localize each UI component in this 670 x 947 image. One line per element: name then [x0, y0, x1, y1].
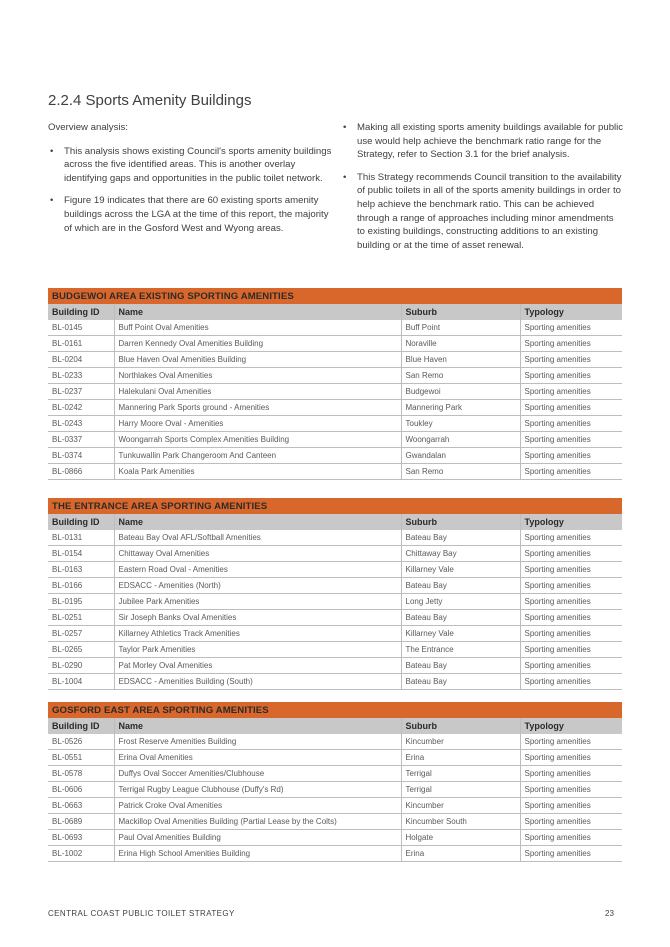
- name-cell: Harry Moore Oval - Amenities: [114, 416, 401, 432]
- name-cell: Duffys Oval Soccer Amenities/Clubhouse: [114, 766, 401, 782]
- building-id-cell: BL-0374: [48, 448, 114, 464]
- typology-cell: Sporting amenities: [520, 432, 622, 448]
- suburb-cell: Gwandalan: [401, 448, 520, 464]
- column-header: Typology: [520, 514, 622, 530]
- building-id-cell: BL-0233: [48, 368, 114, 384]
- name-cell: Tunkuwallin Park Changeroom And Canteen: [114, 448, 401, 464]
- name-cell: Jubilee Park Amenities: [114, 594, 401, 610]
- name-cell: Halekulani Oval Amenities: [114, 384, 401, 400]
- table-row: [48, 416, 622, 432]
- bullet-item: • This analysis shows existing Council's sports amenity buildings across the five identified areas. This is another overlay identifying gaps and opportunities in the public toilet network.: [48, 145, 333, 186]
- column-header: Typology: [520, 304, 622, 320]
- suburb-cell: Bateau Bay: [401, 610, 520, 626]
- column-header: Suburb: [401, 304, 520, 320]
- table-row: [48, 734, 622, 750]
- table-row: [48, 814, 622, 830]
- typology-cell: Sporting amenities: [520, 830, 622, 846]
- table-row: [48, 626, 622, 642]
- name-cell: Killarney Athletics Track Amenities: [114, 626, 401, 642]
- gosford-east-amenities-table: [48, 702, 622, 862]
- suburb-cell: Noraville: [401, 336, 520, 352]
- typology-cell: Sporting amenities: [520, 368, 622, 384]
- name-cell: Erina Oval Amenities: [114, 750, 401, 766]
- budgewoi-amenities-table: [48, 288, 622, 480]
- table-row: [48, 750, 622, 766]
- recommendation-column: [341, 121, 624, 261]
- suburb-cell: Kincumber: [401, 734, 520, 750]
- typology-cell: Sporting amenities: [520, 658, 622, 674]
- typology-cell: Sporting amenities: [520, 578, 622, 594]
- typology-cell: Sporting amenities: [520, 766, 622, 782]
- suburb-cell: Long Jetty: [401, 594, 520, 610]
- building-id-cell: BL-0145: [48, 320, 114, 336]
- name-cell: Taylor Park Amenities: [114, 642, 401, 658]
- name-cell: Terrigal Rugby League Clubhouse (Duffy's Rd): [114, 782, 401, 798]
- table-row: [48, 830, 622, 846]
- column-header: Typology: [520, 718, 622, 734]
- overview-column: [48, 121, 333, 244]
- table-row: [48, 782, 622, 798]
- bullet-item: • This Strategy recommends Council transition to the availability of public toilets in all of the sports amenity buildings in order to help achieve the benchmark ratio. This can be achieved through a range of approaches including minor amendments to existing buildings, constructing additions to an existing building or at the time of asset renewal.: [341, 171, 624, 253]
- typology-cell: Sporting amenities: [520, 594, 622, 610]
- table-row: [48, 336, 622, 352]
- typology-cell: Sporting amenities: [520, 320, 622, 336]
- column-header: Building ID: [48, 304, 114, 320]
- typology-cell: Sporting amenities: [520, 416, 622, 432]
- name-cell: EDSACC - Amenities Building (South): [114, 674, 401, 690]
- suburb-cell: Toukley: [401, 416, 520, 432]
- table-title: THE ENTRANCE AREA SPORTING AMENITIES: [48, 498, 622, 514]
- name-cell: Frost Reserve Amenities Building: [114, 734, 401, 750]
- table-title: BUDGEWOI AREA EXISTING SPORTING AMENITIES: [48, 288, 622, 304]
- table-row: [48, 546, 622, 562]
- table-row: [48, 352, 622, 368]
- table-title: GOSFORD EAST AREA SPORTING AMENITIES: [48, 702, 622, 718]
- name-cell: Mackillop Oval Amenities Building (Partial Lease by the Colts): [114, 814, 401, 830]
- name-cell: Erina High School Amenities Building: [114, 846, 401, 862]
- building-id-cell: BL-1004: [48, 674, 114, 690]
- suburb-cell: San Remo: [401, 464, 520, 480]
- suburb-cell: Mannering Park: [401, 400, 520, 416]
- building-id-cell: BL-0337: [48, 432, 114, 448]
- building-id-cell: BL-0161: [48, 336, 114, 352]
- typology-cell: Sporting amenities: [520, 734, 622, 750]
- overview-label: Overview analysis:: [48, 122, 128, 133]
- name-cell: Northlakes Oval Amenities: [114, 368, 401, 384]
- typology-cell: Sporting amenities: [520, 750, 622, 766]
- suburb-cell: Bateau Bay: [401, 658, 520, 674]
- building-id-cell: BL-0526: [48, 734, 114, 750]
- suburb-cell: Blue Haven: [401, 352, 520, 368]
- suburb-cell: Kincumber South: [401, 814, 520, 830]
- table-row: [48, 368, 622, 384]
- suburb-cell: Erina: [401, 846, 520, 862]
- suburb-cell: Buff Point: [401, 320, 520, 336]
- typology-cell: Sporting amenities: [520, 562, 622, 578]
- right-bullet-list: [341, 121, 624, 252]
- building-id-cell: BL-0578: [48, 766, 114, 782]
- building-id-cell: BL-0204: [48, 352, 114, 368]
- typology-cell: Sporting amenities: [520, 674, 622, 690]
- table-row: [48, 658, 622, 674]
- name-cell: Paul Oval Amenities Building: [114, 830, 401, 846]
- bullet-item: • Figure 19 indicates that there are 60 existing sports amenity buildings across the LGA at the time of this report, the majority of which are in the Gosford West and Wyong areas.: [48, 194, 333, 235]
- table-row: [48, 642, 622, 658]
- table-row: [48, 578, 622, 594]
- suburb-cell: Bateau Bay: [401, 674, 520, 690]
- table-row: [48, 846, 622, 862]
- table-row: [48, 400, 622, 416]
- building-id-cell: BL-0551: [48, 750, 114, 766]
- building-id-cell: BL-0693: [48, 830, 114, 846]
- name-cell: Bateau Bay Oval AFL/Softball Amenities: [114, 530, 401, 546]
- name-cell: Koala Park Amenities: [114, 464, 401, 480]
- table-row: [48, 320, 622, 336]
- table-row: [48, 448, 622, 464]
- typology-cell: Sporting amenities: [520, 610, 622, 626]
- entrance-amenities-table: [48, 498, 622, 690]
- table-row: [48, 464, 622, 480]
- building-id-cell: BL-0663: [48, 798, 114, 814]
- footer-page-number: 23: [605, 909, 614, 918]
- typology-cell: Sporting amenities: [520, 798, 622, 814]
- building-id-cell: BL-1002: [48, 846, 114, 862]
- column-header: Name: [114, 514, 401, 530]
- name-cell: EDSACC - Amenities (North): [114, 578, 401, 594]
- suburb-cell: Killarney Vale: [401, 626, 520, 642]
- name-cell: Woongarrah Sports Complex Amenities Building: [114, 432, 401, 448]
- building-id-cell: BL-0866: [48, 464, 114, 480]
- building-id-cell: BL-0689: [48, 814, 114, 830]
- building-id-cell: BL-0237: [48, 384, 114, 400]
- name-cell: Darren Kennedy Oval Amenities Building: [114, 336, 401, 352]
- typology-cell: Sporting amenities: [520, 626, 622, 642]
- suburb-cell: The Entrance: [401, 642, 520, 658]
- typology-cell: Sporting amenities: [520, 546, 622, 562]
- suburb-cell: Chittaway Bay: [401, 546, 520, 562]
- suburb-cell: Terrigal: [401, 766, 520, 782]
- building-id-cell: BL-0154: [48, 546, 114, 562]
- building-id-cell: BL-0131: [48, 530, 114, 546]
- building-id-cell: BL-0257: [48, 626, 114, 642]
- typology-cell: Sporting amenities: [520, 384, 622, 400]
- table-row: [48, 432, 622, 448]
- column-header: Name: [114, 718, 401, 734]
- building-id-cell: BL-0195: [48, 594, 114, 610]
- name-cell: Blue Haven Oval Amenities Building: [114, 352, 401, 368]
- suburb-cell: Terrigal: [401, 782, 520, 798]
- typology-cell: Sporting amenities: [520, 782, 622, 798]
- table-row: [48, 530, 622, 546]
- typology-cell: Sporting amenities: [520, 336, 622, 352]
- building-id-cell: BL-0251: [48, 610, 114, 626]
- name-cell: Chittaway Oval Amenities: [114, 546, 401, 562]
- building-id-cell: BL-0243: [48, 416, 114, 432]
- suburb-cell: Bateau Bay: [401, 578, 520, 594]
- column-header: Name: [114, 304, 401, 320]
- building-id-cell: BL-0290: [48, 658, 114, 674]
- typology-cell: Sporting amenities: [520, 352, 622, 368]
- section-heading: 2.2.4 Sports Amenity Buildings: [48, 92, 252, 109]
- suburb-cell: Erina: [401, 750, 520, 766]
- building-id-cell: BL-0606: [48, 782, 114, 798]
- name-cell: Buff Point Oval Amenities: [114, 320, 401, 336]
- typology-cell: Sporting amenities: [520, 846, 622, 862]
- suburb-cell: Kincumber: [401, 798, 520, 814]
- typology-cell: Sporting amenities: [520, 448, 622, 464]
- column-header: Building ID: [48, 718, 114, 734]
- footer-document-title: CENTRAL COAST PUBLIC TOILET STRATEGY: [48, 909, 235, 918]
- table-row: [48, 798, 622, 814]
- table-row: [48, 594, 622, 610]
- building-id-cell: BL-0265: [48, 642, 114, 658]
- column-header: Building ID: [48, 514, 114, 530]
- table-row: [48, 562, 622, 578]
- name-cell: Patrick Croke Oval Amenities: [114, 798, 401, 814]
- suburb-cell: San Remo: [401, 368, 520, 384]
- column-header: Suburb: [401, 718, 520, 734]
- table-row: [48, 766, 622, 782]
- typology-cell: Sporting amenities: [520, 530, 622, 546]
- column-header: Suburb: [401, 514, 520, 530]
- left-bullet-list: [48, 145, 333, 236]
- table-row: [48, 610, 622, 626]
- table-row: [48, 384, 622, 400]
- name-cell: Eastern Road Oval - Amenities: [114, 562, 401, 578]
- name-cell: Sir Joseph Banks Oval Amenities: [114, 610, 401, 626]
- building-id-cell: BL-0166: [48, 578, 114, 594]
- suburb-cell: Woongarrah: [401, 432, 520, 448]
- suburb-cell: Budgewoi: [401, 384, 520, 400]
- name-cell: Mannering Park Sports ground - Amenities: [114, 400, 401, 416]
- building-id-cell: BL-0163: [48, 562, 114, 578]
- typology-cell: Sporting amenities: [520, 464, 622, 480]
- typology-cell: Sporting amenities: [520, 642, 622, 658]
- bullet-item: • Making all existing sports amenity buildings available for public use would help achieve the benchmark ratio range for the Strategy, refer to Section 3.1 for the brief analysis.: [341, 121, 624, 162]
- suburb-cell: Killarney Vale: [401, 562, 520, 578]
- table-row: [48, 674, 622, 690]
- name-cell: Pat Morley Oval Amenities: [114, 658, 401, 674]
- typology-cell: Sporting amenities: [520, 400, 622, 416]
- building-id-cell: BL-0242: [48, 400, 114, 416]
- suburb-cell: Holgate: [401, 830, 520, 846]
- typology-cell: Sporting amenities: [520, 814, 622, 830]
- suburb-cell: Bateau Bay: [401, 530, 520, 546]
